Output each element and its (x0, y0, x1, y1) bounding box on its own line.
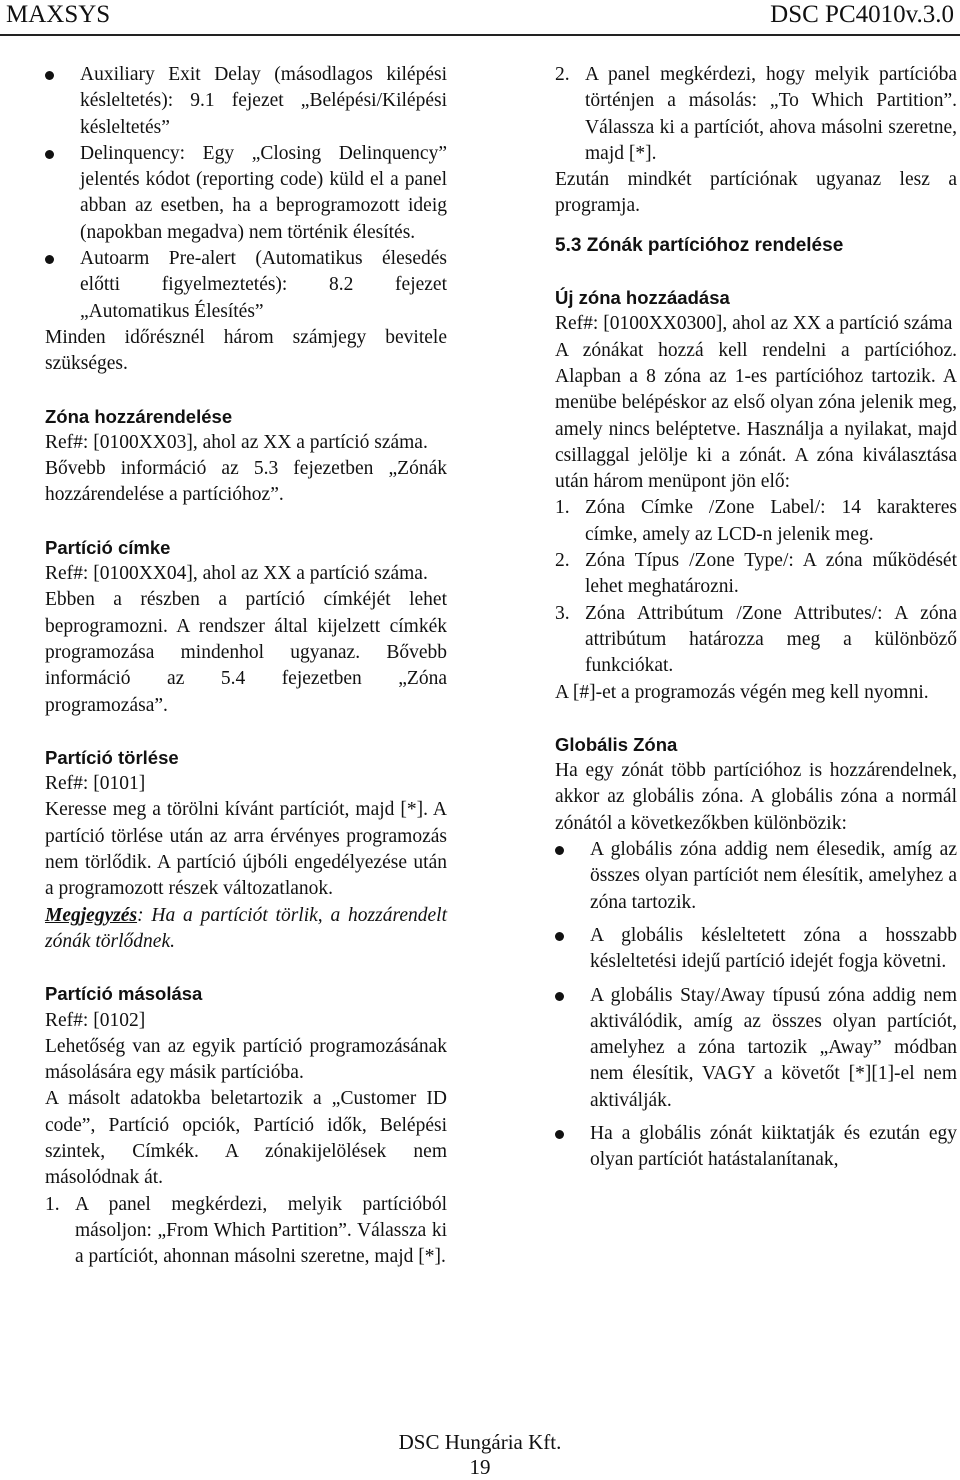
list-item: 1. A panel megkérdezi, melyik partícióból másoljon: „From Which Partition”. Válassza ki a partíciót, ahonnan másolni szeretne, majd [*]. (45, 1193, 447, 1268)
page-number: 19 (469, 1455, 491, 1479)
paragraph: A zónákat hozzá kell rendelni a partícióhoz. Alapban a 8 zóna az 1-es partícióhoz tartozik. A menübe belépéskor az első olyan zóna jelenik meg, amely nincs beléptetve. Használja a nyilakat, majd csillaggal jelölje ki a zónát. A zóna kiválasztása után három menüpont jön elő: (555, 339, 957, 493)
list-item: Ha a globális zónát kiiktatják és ezután egy olyan partíciót hatástalanítanak, (555, 1121, 957, 1174)
paragraph: Lehetőség van az egyik partíció programozásának másolására egy másik partícióba. (45, 1035, 447, 1084)
list-item: 1. Zóna Címke /Zone Label/: 14 karakteres címke, amely az LCD-n jelenik meg. (555, 497, 957, 545)
section-heading-uj-zona: Új zóna hozzáadása (555, 287, 730, 309)
section-heading-zona: Zóna hozzárendelése (45, 405, 233, 427)
delay-options-list (45, 62, 447, 325)
ref-line: Ref#: [0101] (45, 773, 146, 795)
paragraph: A másolt adatokba beletartozik a „Customer ID code”, Partíció opciók, Partíció idők, Belépési szintek, Címkék. A zónakijelölések nem másolódnak át. (45, 1088, 447, 1189)
list-item: Delinquency: Egy „Closing Delinquency” jelentés kódot (reporting code) küld el a panel abban az esetben, ha a beprogramozott ideig (napokban megadva) nem történik élesítés. (45, 141, 447, 246)
copy-steps-list-cont (555, 62, 957, 167)
page-header (0, 0, 960, 36)
list-item: A globális Stay/Away típusú zóna addig nem aktiválódik, amíg az összes olyan partíciót, amelyhez a zóna tartozik „Away” módban nem élesítik, VAGY a követőt [*][1]-el nem aktiválják. (555, 983, 957, 1114)
note-label: Megjegyzés (45, 904, 138, 926)
section-heading-torles: Partíció törlése (45, 746, 179, 768)
bullet-icon (45, 71, 54, 80)
ref-line: Ref#: [0102] (45, 1009, 146, 1031)
list-item: 2. A panel megkérdezi, hogy melyik partícióba történjen a másolás: „To Which Partition”. Válassza ki a partíciót, ahova másolni szeretne, majd [*]. (555, 64, 957, 164)
ref-line: Ref#: [0100XX0300], ahol az XX a partíció száma (555, 313, 953, 335)
global-zone-list (555, 837, 957, 1174)
list-item: 2. Zóna Típus /Zone Type/: A zóna működését lehet meghatározni. (555, 550, 957, 598)
ref-line: Ref#: [0100XX03], ahol az XX a partíció száma. (45, 431, 428, 453)
chapter-heading: 5.3 Zónák partícióhoz rendelése (555, 234, 844, 256)
footer-company: DSC Hungária Kft. (398, 1430, 562, 1454)
section-heading-globalis: Globális Zóna (555, 733, 678, 755)
bullet-icon (45, 255, 54, 264)
paragraph: Keresse meg a törölni kívánt partíciót, majd [*]. A partíció törlése után az arra érvényes programozás nem törlődik. A partíció újbóli engedélyezése után a programozott részek változatlanok. (45, 799, 447, 900)
paragraph: Minden időrésznél három számjegy bevitele szükséges. (45, 326, 447, 375)
list-item: 3. Zóna Attribútum /Zone Attributes/: A zóna attribútum határozza meg a különböző funkciókat. (555, 602, 957, 677)
zone-menu-list (555, 495, 957, 679)
ref-line: Ref#: [0100XX04], ahol az XX a partíció száma. (45, 563, 428, 585)
list-item: A globális késleltetett zóna a hosszabb késleltetési idejű partíció idejét fogja követni. (555, 923, 957, 976)
section-heading-masolas: Partíció másolása (45, 983, 203, 1005)
list-item: A globális zóna addig nem élesedik, amíg az összes olyan partíciót nem élesítik, amelyhez a zóna tartozik. (555, 837, 957, 916)
bullet-icon (555, 846, 564, 855)
header-model: DSC PC4010v.3.0 (770, 1, 954, 28)
note (45, 903, 447, 956)
copy-steps-list (45, 1192, 447, 1271)
list-item: Auxiliary Exit Delay (másodlagos kilépési késleltetés): 9.1 fejezet „Belépési/Kilépési késleltetés” (45, 62, 447, 141)
left-column (45, 62, 447, 1270)
bullet-icon (555, 1130, 564, 1139)
bullet-icon (555, 992, 564, 1001)
section-heading-cimke: Partíció címke (45, 536, 171, 558)
header-brand: MAXSYS (6, 1, 111, 28)
bullet-icon (45, 150, 54, 159)
bullet-icon (555, 932, 564, 941)
right-column (555, 62, 957, 1174)
paragraph: Ezután mindkét partíciónak ugyanaz lesz a programja. (555, 169, 957, 217)
paragraph: Ebben a részben a partíció címkéjét lehet beprogramozni. A rendszer által kijelzett címkék programozása mindenhol ugyanaz. Bővebb információ az 5.4 fejezetben „Zóna programozása”. (45, 589, 447, 716)
paragraph: Bővebb információ az 5.3 fejezetben „Zónák hozzárendelése a partícióhoz”. (45, 458, 447, 506)
list-item: Autoarm Pre-alert (Automatikus élesedés előtti figyelmeztetés): 8.2 fejezet „Automatikus Élesítés” (45, 246, 447, 325)
paragraph: Ha egy zónát több partícióhoz is hozzárendelnek, akkor az globális zóna. A globális zóna a normál zónától a következőkben különbözik: (555, 760, 957, 834)
note-text: : Ha a partíciót törlik, a hozzárendelt zónák törlődnek. (45, 904, 447, 952)
paragraph: A [#]-et a programozás végén meg kell nyomni. (555, 681, 929, 703)
